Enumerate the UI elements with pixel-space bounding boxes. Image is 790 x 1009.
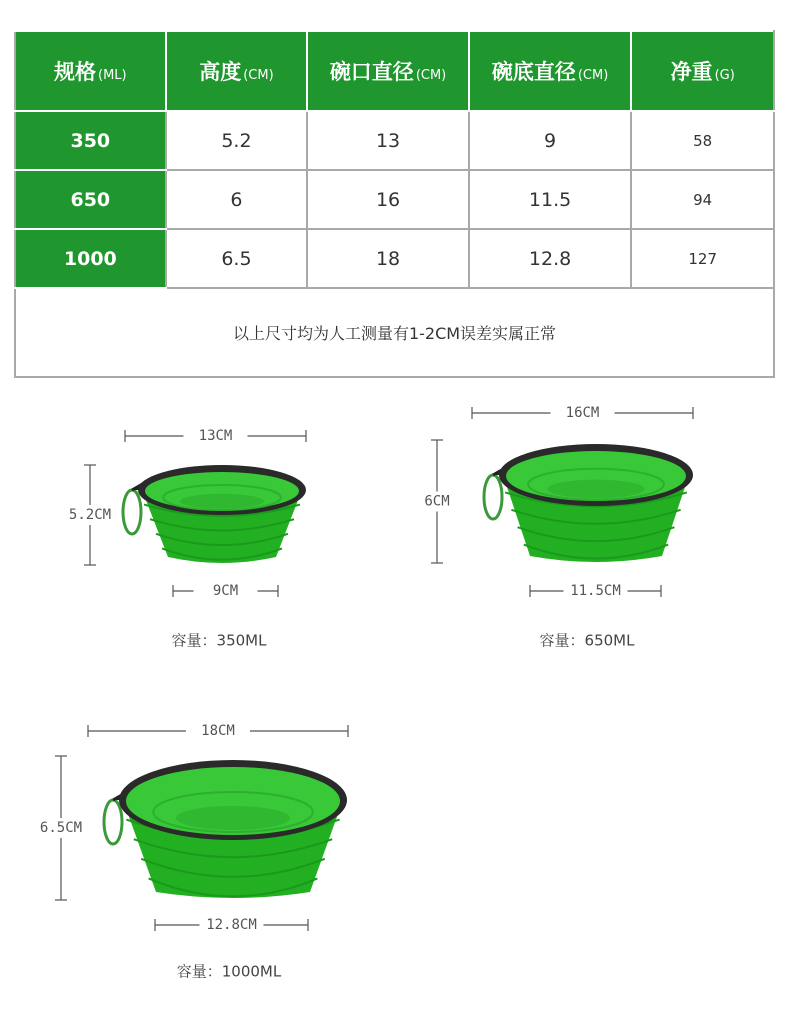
cell-top-diameter: 16 — [307, 170, 469, 229]
bottom-diameter-label: 11.5CM — [570, 583, 621, 599]
top-diameter-label: 18CM — [201, 723, 235, 739]
capacity-caption: 容量：350ML — [171, 631, 267, 650]
cell-height: 6.5 — [166, 229, 308, 288]
cell-top-diameter: 18 — [307, 229, 469, 288]
cell-bottom-diameter: 9 — [469, 111, 632, 170]
bowl-diagram-2 — [31, 722, 348, 981]
bowl-diagram-1 — [407, 404, 693, 650]
cell-size: 1000 — [15, 229, 166, 288]
header-bottom-diameter: 碗底直径 (CM) — [469, 31, 632, 111]
cell-size: 350 — [15, 111, 166, 170]
cell-height: 5.2 — [166, 111, 308, 170]
cell-bottom-diameter: 12.8 — [469, 229, 632, 288]
cell-height: 6 — [166, 170, 308, 229]
bottom-diameter-label: 9CM — [212, 583, 239, 599]
cell-top-diameter: 13 — [307, 111, 469, 170]
measurement-note: 以上尺寸均为人工测量有1-2CM误差实属正常 — [15, 288, 774, 377]
top-diameter-label: 13CM — [198, 428, 233, 444]
cell-weight: 127 — [631, 229, 774, 288]
header-weight: 净重 (G) — [631, 31, 774, 111]
carabiner-icon — [123, 490, 141, 534]
bowl-inner-base — [176, 806, 290, 830]
bottom-diameter-label: 12.8CM — [206, 917, 257, 933]
bowl-inner-base — [180, 494, 264, 509]
header-size: 规格 (ML) — [15, 31, 166, 111]
top-diameter-label: 16CM — [565, 405, 600, 421]
cell-size: 650 — [15, 170, 166, 229]
capacity-caption: 容量：650ML — [539, 631, 635, 650]
capacity-caption: 容量：1000ML — [176, 962, 282, 981]
height-label: 6.5CM — [39, 820, 83, 836]
bowl-inner-base — [548, 480, 645, 499]
carabiner-icon — [104, 800, 122, 844]
bowl-diagram-0 — [60, 427, 306, 650]
carabiner-icon — [484, 475, 502, 519]
header-height: 高度 (CM) — [166, 31, 308, 111]
header-top-diameter: 碗口直径 (CM) — [307, 31, 469, 111]
cell-weight: 94 — [631, 170, 774, 229]
cell-weight: 58 — [631, 111, 774, 170]
height-label: 5.2CM — [68, 507, 112, 523]
height-label: 6CM — [424, 493, 450, 510]
cell-bottom-diameter: 11.5 — [469, 170, 632, 229]
